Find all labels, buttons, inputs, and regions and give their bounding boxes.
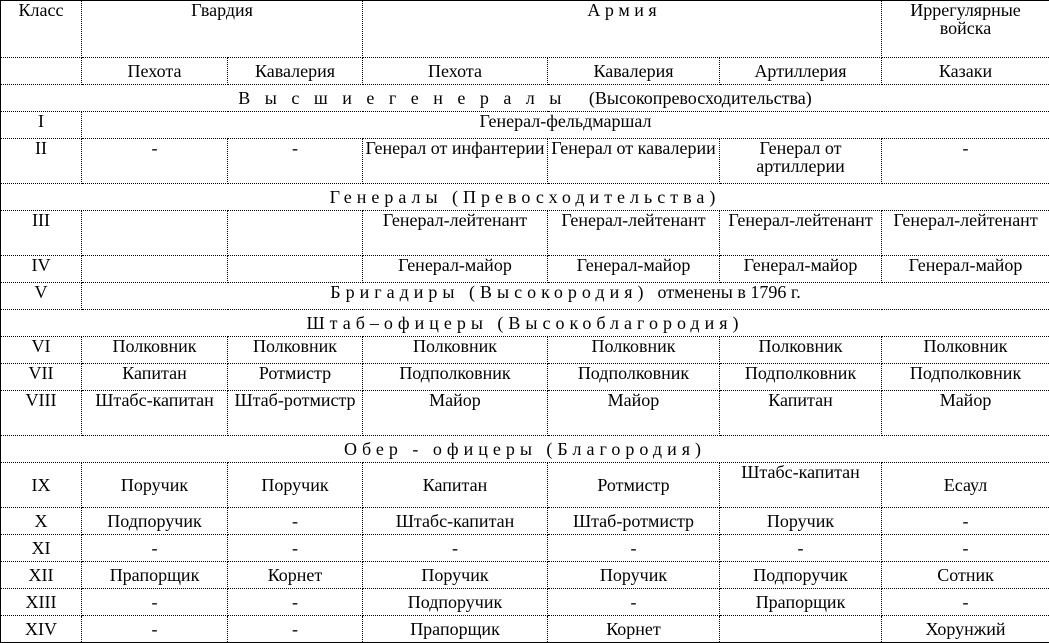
rank-cell: Генерал-фельдмаршал bbox=[82, 112, 1049, 139]
header-row-branches bbox=[1, 58, 1049, 85]
table-row bbox=[1, 562, 1049, 589]
rank-cell: Майор bbox=[363, 391, 548, 436]
rank-cell: Корнет bbox=[548, 616, 720, 643]
rank-cell: - bbox=[228, 589, 363, 616]
class-cell: IV bbox=[1, 256, 82, 283]
rank-cell: Генерал-лейтенант bbox=[548, 211, 720, 256]
rank-cell: Поручик bbox=[82, 463, 228, 508]
section-title: Бригадиры (Высокородия) bbox=[330, 282, 649, 302]
army-cavalry-header: Кавалерия bbox=[548, 58, 720, 85]
rank-cell: Майор bbox=[882, 391, 1049, 436]
rank-cell: Штабс-капитан bbox=[720, 463, 882, 508]
rank-cell: Полковник bbox=[82, 337, 228, 364]
rank-cell: Поручик bbox=[720, 508, 882, 535]
irregular-header: Иррегулярные войска bbox=[882, 1, 1049, 58]
guard-cavalry-header: Кавалерия bbox=[228, 58, 363, 85]
rank-cell: - bbox=[363, 535, 548, 562]
rank-cell: Генерал-лейтенант bbox=[363, 211, 548, 256]
rank-cell: Подполковник bbox=[720, 364, 882, 391]
rank-cell: Генерал от кавалерии bbox=[548, 139, 720, 184]
section-staff-officers: Штаб–офицеры (Высокоблагородия) bbox=[1, 310, 1049, 337]
header-row-groups bbox=[1, 1, 1049, 58]
rank-cell: Поручик bbox=[548, 562, 720, 589]
rank-cell: Есаул bbox=[882, 463, 1049, 508]
army-infantry-header: Пехота bbox=[363, 58, 548, 85]
rank-cell: Подполковник bbox=[882, 364, 1049, 391]
table-row bbox=[1, 616, 1049, 643]
rank-cell: - bbox=[228, 139, 363, 184]
rank-cell: Полковник bbox=[720, 337, 882, 364]
rank-cell: - bbox=[720, 535, 882, 562]
rank-cell: Капитан bbox=[82, 364, 228, 391]
rank-cell: Генерал от артиллерии bbox=[720, 139, 882, 184]
rank-cell: Генерал-майор bbox=[882, 256, 1049, 283]
rank-cell: Генерал-майор bbox=[720, 256, 882, 283]
class-cell: X bbox=[1, 508, 82, 535]
table-row bbox=[1, 139, 1049, 184]
rank-cell bbox=[720, 616, 882, 643]
guard-infantry-header: Пехота bbox=[82, 58, 228, 85]
table-row bbox=[1, 211, 1049, 256]
rank-cell: Полковник bbox=[548, 337, 720, 364]
rank-cell: - bbox=[882, 139, 1049, 184]
rank-cell: Капитан bbox=[720, 391, 882, 436]
rank-cell: Прапорщик bbox=[363, 616, 548, 643]
section-title: В ы с ш и е г е н е р а л ы bbox=[238, 88, 567, 108]
rank-cell: Штабс-капитан bbox=[363, 508, 548, 535]
section-brigadiers bbox=[82, 283, 1049, 310]
class-cell: VII bbox=[1, 364, 82, 391]
rank-cell bbox=[82, 211, 228, 256]
rank-cell: Подполковник bbox=[363, 364, 548, 391]
cossacks-header: Казаки bbox=[882, 58, 1049, 85]
section-row bbox=[1, 436, 1049, 463]
rank-cell bbox=[228, 256, 363, 283]
table-row bbox=[1, 463, 1049, 508]
rank-cell: Генерал-майор bbox=[548, 256, 720, 283]
section-row bbox=[1, 310, 1049, 337]
rank-cell: Подпоручик bbox=[363, 589, 548, 616]
rank-cell: Хорунжий bbox=[882, 616, 1049, 643]
rank-cell: - bbox=[82, 139, 228, 184]
table-row bbox=[1, 535, 1049, 562]
class-cell: VI bbox=[1, 337, 82, 364]
section-row bbox=[1, 184, 1049, 211]
rank-cell: Подпоручик bbox=[720, 562, 882, 589]
rank-cell bbox=[228, 211, 363, 256]
rank-cell: Сотник bbox=[882, 562, 1049, 589]
rank-cell: - bbox=[82, 535, 228, 562]
class-cell: XI bbox=[1, 535, 82, 562]
rank-cell: Поручик bbox=[363, 562, 548, 589]
rank-cell: - bbox=[882, 589, 1049, 616]
class-header-blank bbox=[1, 58, 82, 85]
class-cell: II bbox=[1, 139, 82, 184]
rank-cell: Ротмистр bbox=[228, 364, 363, 391]
rank-cell: Полковник bbox=[882, 337, 1049, 364]
rank-cell: Штаб-ротмистр bbox=[228, 391, 363, 436]
rank-cell: - bbox=[82, 589, 228, 616]
army-header: А р м и я bbox=[363, 1, 882, 58]
rank-cell bbox=[82, 256, 228, 283]
rank-cell: - bbox=[228, 616, 363, 643]
table-row bbox=[1, 391, 1049, 436]
rank-cell: - bbox=[228, 508, 363, 535]
section-high-generals bbox=[1, 85, 1049, 112]
class-cell: XIV bbox=[1, 616, 82, 643]
class-cell: XIII bbox=[1, 589, 82, 616]
class-cell: I bbox=[1, 112, 82, 139]
rank-cell: Корнет bbox=[228, 562, 363, 589]
rank-cell: Полковник bbox=[363, 337, 548, 364]
class-header: Класс bbox=[1, 1, 82, 58]
class-cell: XII bbox=[1, 562, 82, 589]
rank-cell: Ротмистр bbox=[548, 463, 720, 508]
rank-cell: Поручик bbox=[228, 463, 363, 508]
rank-cell: Генерал-лейтенант bbox=[720, 211, 882, 256]
rank-cell: - bbox=[548, 589, 720, 616]
rank-cell: Майор bbox=[548, 391, 720, 436]
class-cell: III bbox=[1, 211, 82, 256]
table-row bbox=[1, 508, 1049, 535]
rank-cell: Штабс-капитан bbox=[82, 391, 228, 436]
table-row bbox=[1, 112, 1049, 139]
table-row bbox=[1, 283, 1049, 310]
section-row bbox=[1, 85, 1049, 112]
section-note: отменены в 1796 г. bbox=[657, 282, 801, 302]
class-cell: IX bbox=[1, 463, 82, 508]
rank-cell: Капитан bbox=[363, 463, 548, 508]
class-cell: V bbox=[1, 283, 82, 310]
guard-header: Гвардия bbox=[82, 1, 363, 58]
rank-cell: Прапорщик bbox=[720, 589, 882, 616]
section-generals: Генералы (Превосходительства) bbox=[1, 184, 1049, 211]
rank-cell: Генерал-лейтенант bbox=[882, 211, 1049, 256]
rank-cell: Генерал-майор bbox=[363, 256, 548, 283]
rank-cell: - bbox=[882, 508, 1049, 535]
rank-cell: Прапорщик bbox=[82, 562, 228, 589]
table-row bbox=[1, 589, 1049, 616]
section-honorific: (Высокопревосходительства) bbox=[588, 88, 812, 108]
section-chief-officers: Обер - офицеры (Благородия) bbox=[1, 436, 1049, 463]
rank-cell: Подполковник bbox=[548, 364, 720, 391]
table-row bbox=[1, 256, 1049, 283]
class-cell: VIII bbox=[1, 391, 82, 436]
rank-cell: - bbox=[548, 535, 720, 562]
army-artillery-header: Артиллерия bbox=[720, 58, 882, 85]
rank-cell: - bbox=[82, 616, 228, 643]
rank-cell: Генерал от инфантерии bbox=[363, 139, 548, 184]
table-row bbox=[1, 364, 1049, 391]
rank-cell: Штаб-ротмистр bbox=[548, 508, 720, 535]
rank-cell: Подпоручик bbox=[82, 508, 228, 535]
rank-cell: - bbox=[882, 535, 1049, 562]
table-row bbox=[1, 337, 1049, 364]
rank-cell: Полковник bbox=[228, 337, 363, 364]
rank-cell: - bbox=[228, 535, 363, 562]
